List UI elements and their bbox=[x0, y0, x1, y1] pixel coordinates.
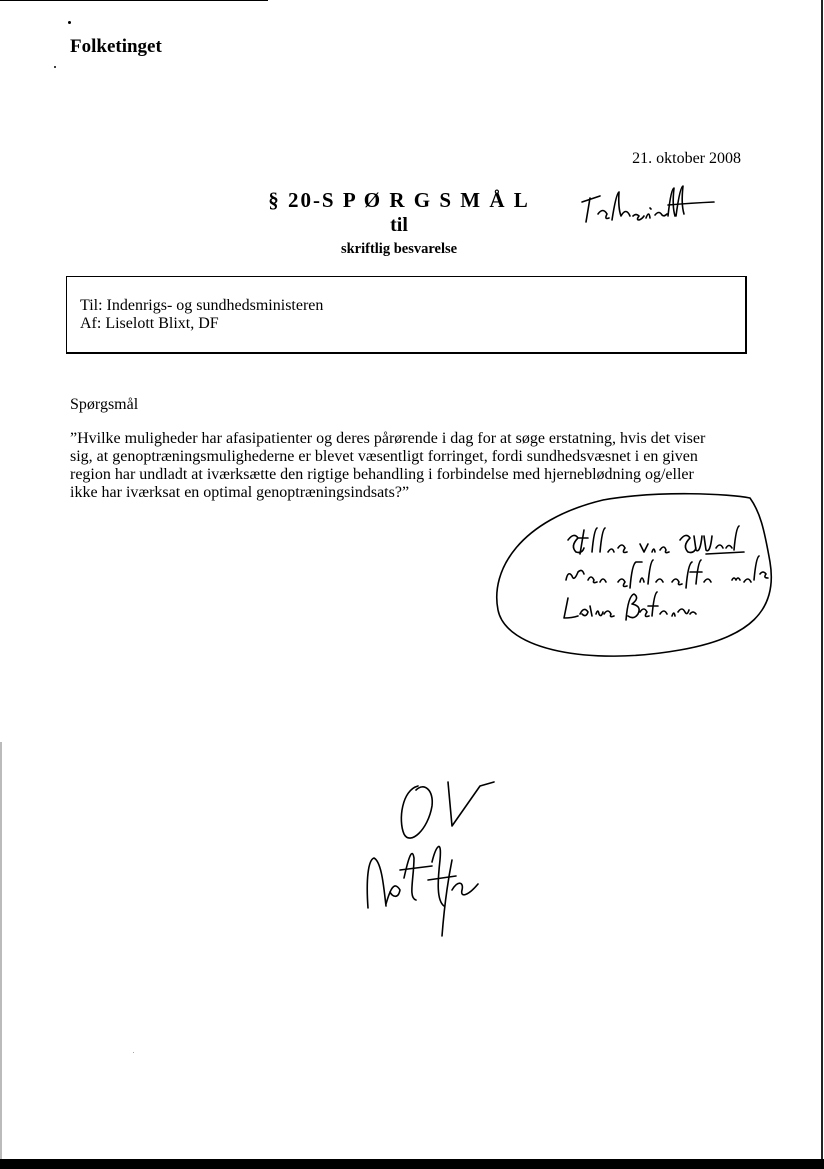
recipient-from: Af: Liselott Blixt, DF bbox=[80, 315, 219, 332]
question-line: region har undladt at iværksætte den rigtige behandling i forbindelse med hjerneblødning og/eller bbox=[70, 466, 694, 483]
handwritten-signature-initials bbox=[401, 782, 494, 838]
document-title: § 20-S P Ø R G S M Å L bbox=[268, 188, 530, 212]
question-line: ”Hvilke muligheder har afasipatienter og deres pårørende i dag for at søge erstatning, hvis det viser bbox=[70, 430, 706, 447]
question-label: Spørgsmål bbox=[70, 396, 139, 413]
handwritten-signature-name bbox=[367, 847, 478, 936]
question-line: sig, at genoptræningsmulighederne er blevet væsentligt forringet, fordi sundhedsvæsnet i en given bbox=[70, 448, 698, 465]
document-subtitle: til bbox=[390, 214, 408, 236]
recipient-to: Til: Indenrigs- og sundhedsministeren bbox=[80, 297, 324, 314]
handwritten-top-annotation bbox=[582, 186, 714, 222]
document-date: 21. oktober 2008 bbox=[632, 150, 741, 167]
organization-name: Folketinget bbox=[70, 36, 162, 57]
document-subsubtitle: skriftlig besvarelse bbox=[340, 241, 458, 257]
handwritten-circled-note bbox=[497, 494, 772, 656]
question-line: ikke har iværksat en optimal genoptræningsindsats?” bbox=[70, 484, 410, 501]
